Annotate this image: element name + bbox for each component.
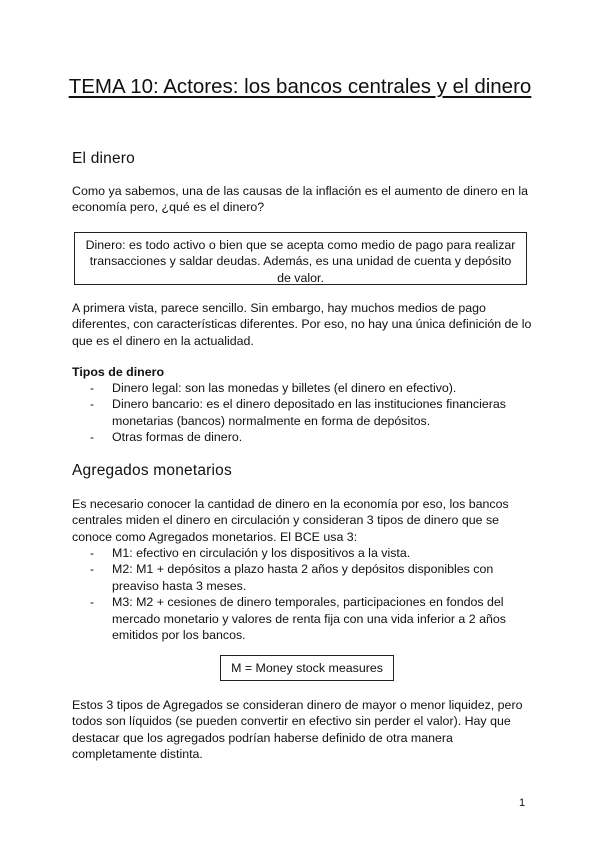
list-item: - M2: M1 + depósitos a plazo hasta 2 años y depósitos disponibles con preaviso hasta 3 meses.	[90, 561, 530, 594]
section-heading-agregados: Agregados monetarios	[72, 462, 232, 479]
page-title: TEMA 10: Actores: los bancos centrales y el dinero	[68, 75, 532, 98]
intro-paragraph: Como ya sabemos, una de las causas de la inflación es el aumento de dinero en la economía pero, ¿qué es el dinero?	[72, 184, 528, 215]
list-item: - Dinero bancario: es el dinero depositado en las instituciones financieras monetarias (bancos) normalmente en forma de depósitos.	[90, 396, 530, 429]
definition-box: Dinero: es todo activo o bien que se acepta como medio de pago para realizar transacciones y saldar deudas. Además, es una unidad de cuenta y depósito de valor.	[74, 232, 527, 285]
list-item: - Otras formas de dinero.	[90, 429, 530, 445]
money-stock-box: M = Money stock measures	[220, 655, 394, 681]
types-heading: Tipos de dinero	[72, 365, 165, 379]
closing-paragraph: Estos 3 tipos de Agregados se consideran dinero de mayor o menor liquidez, pero todos son líquidos (se pueden convertir en efectivo sin perder el valor). Hay que destacar que los agregados podrían haberse definido de otra manera completamente distinta.	[72, 698, 523, 762]
aggregates-intro: Es necesario conocer la cantidad de dinero en la economía por eso, los bancos centrales miden el dinero en circulación y consideran 3 tipos de dinero que se conoce como Agregados monetarios. El BCE usa 3:	[72, 497, 509, 544]
aggregates-list	[90, 545, 530, 643]
types-list	[90, 380, 530, 446]
section-heading-el-dinero: El dinero	[72, 150, 135, 167]
list-item: - M3: M2 + cesiones de dinero temporales, participaciones en fondos del mercado monetario y valores de renta fija con una vida inferior a 2 años emitidos por los bancos.	[90, 594, 530, 643]
page-number: 1	[519, 797, 526, 809]
explanation-paragraph: A primera vista, parece sencillo. Sin embargo, hay muchos medios de pago diferentes, con características diferentes. Por eso, no hay una única definición de lo que es el dinero en la actualidad.	[72, 301, 532, 348]
list-item: - Dinero legal: son las monedas y billetes (el dinero en efectivo).	[90, 380, 530, 396]
list-item: - M1: efectivo en circulación y los dispositivos a la vista.	[90, 545, 530, 561]
